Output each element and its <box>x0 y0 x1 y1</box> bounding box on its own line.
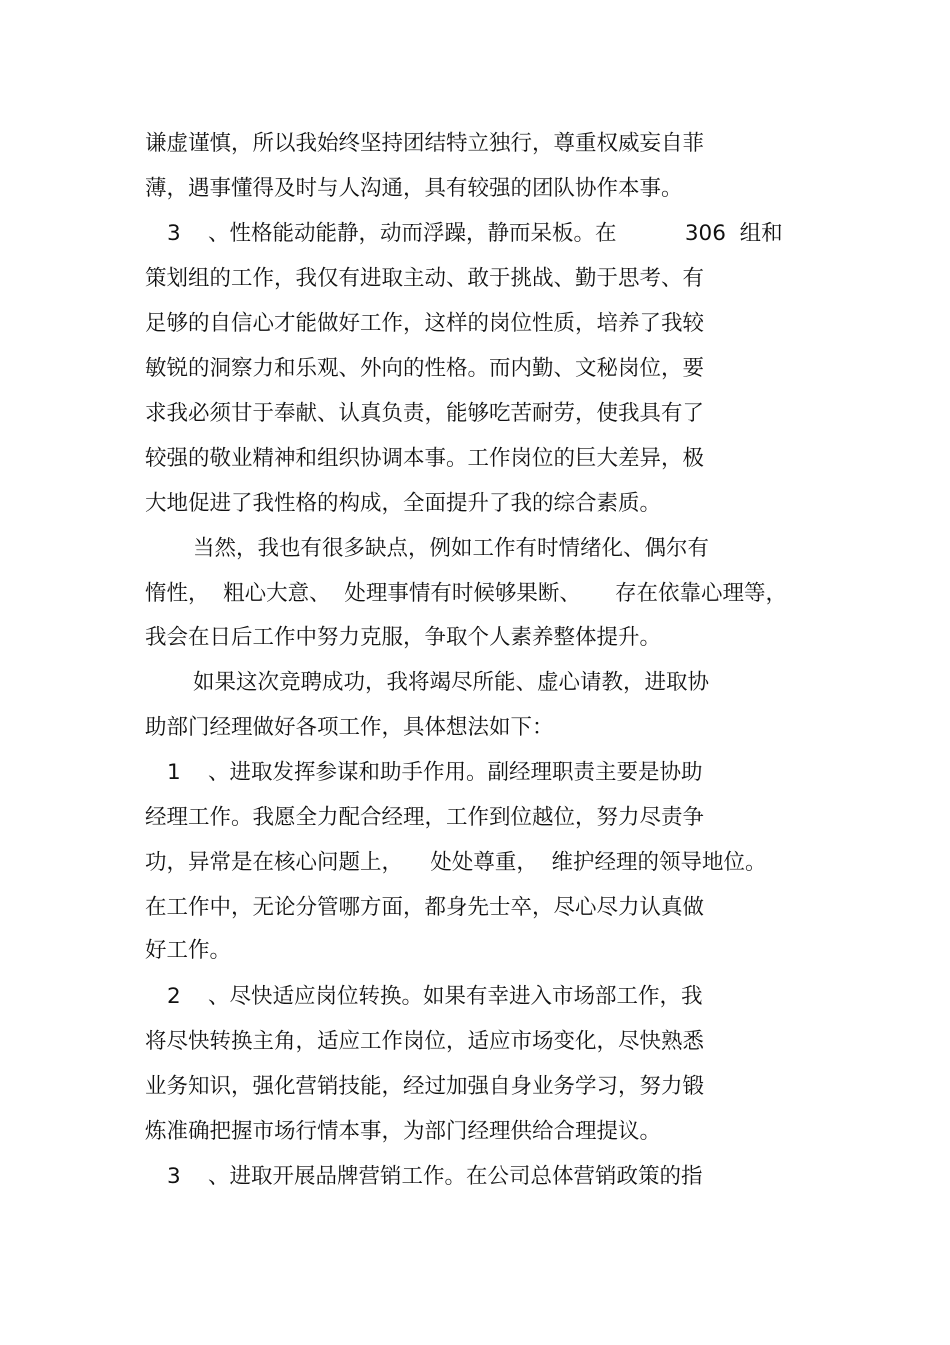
text-line: 经理工作。我愿全力配合经理，工作到位越位，努力尽责争 <box>145 805 705 830</box>
text-line: 惰性， 粗心大意、 处理事情有时候够果断、 存在依靠心理等， <box>145 581 788 606</box>
text-line: 谦虚谨慎，所以我始终坚持团结特立独行，尊重权威妄自菲 <box>145 131 705 156</box>
text-line: 将尽快转换主角，适应工作岗位，适应市场变化，尽快熟悉 <box>145 1029 705 1054</box>
text-line: 较强的敬业精神和组织协调本事。工作岗位的巨大差异，极 <box>145 446 705 471</box>
text-line: 在工作中，无论分管哪方面，都身先士卒，尽心尽力认真做 <box>145 895 705 920</box>
text-line: 2 、尽快适应岗位转换。如果有幸进入市场部工作，我 <box>167 984 703 1009</box>
text-line: 薄，遇事懂得及时与人沟通，具有较强的团队协作本事。 <box>145 176 683 201</box>
text-line: 足够的自信心才能做好工作，这样的岗位性质，培养了我较 <box>145 311 705 336</box>
text-line: 好工作。 <box>145 938 232 963</box>
text-line: 大地促进了我性格的构成，全面提升了我的综合素质。 <box>145 491 662 516</box>
text-line: 业务知识，强化营销技能，经过加强自身业务学习，努力锻 <box>145 1074 705 1099</box>
text-line: 炼准确把握市场行情本事，为部门经理供给合理提议。 <box>145 1119 662 1144</box>
text-line: 3 、进取开展品牌营销工作。在公司总体营销政策的指 <box>167 1164 703 1189</box>
text-line: 1 、进取发挥参谋和助手作用。副经理职责主要是协助 <box>167 760 703 785</box>
text-line: 如果这次竞聘成功，我将竭尽所能、虚心请教，进取协 <box>193 670 710 695</box>
text-line: 敏锐的洞察力和乐观、外向的性格。而内勤、文秘岗位，要 <box>145 356 705 381</box>
text-line: 助部门经理做好各项工作，具体想法如下： <box>145 715 554 740</box>
text-line: 策划组的工作，我仅有进取主动、敢于挑战、勤于思考、有 <box>145 266 705 291</box>
text-line: 我会在日后工作中努力克服，争取个人素养整体提升。 <box>145 625 662 650</box>
text-line: 求我必须甘于奉献、认真负责，能够吃苦耐劳，使我具有了 <box>145 401 705 426</box>
text-line: 功，异常是在核心问题上， 处处尊重， 维护经理的领导地位。 <box>145 850 767 875</box>
text-line: 当然，我也有很多缺点，例如工作有时情绪化、偶尔有 <box>193 536 710 561</box>
text-line: 3 、性格能动能静，动而浮躁，静而呆板。在 306 组和 <box>167 221 783 246</box>
